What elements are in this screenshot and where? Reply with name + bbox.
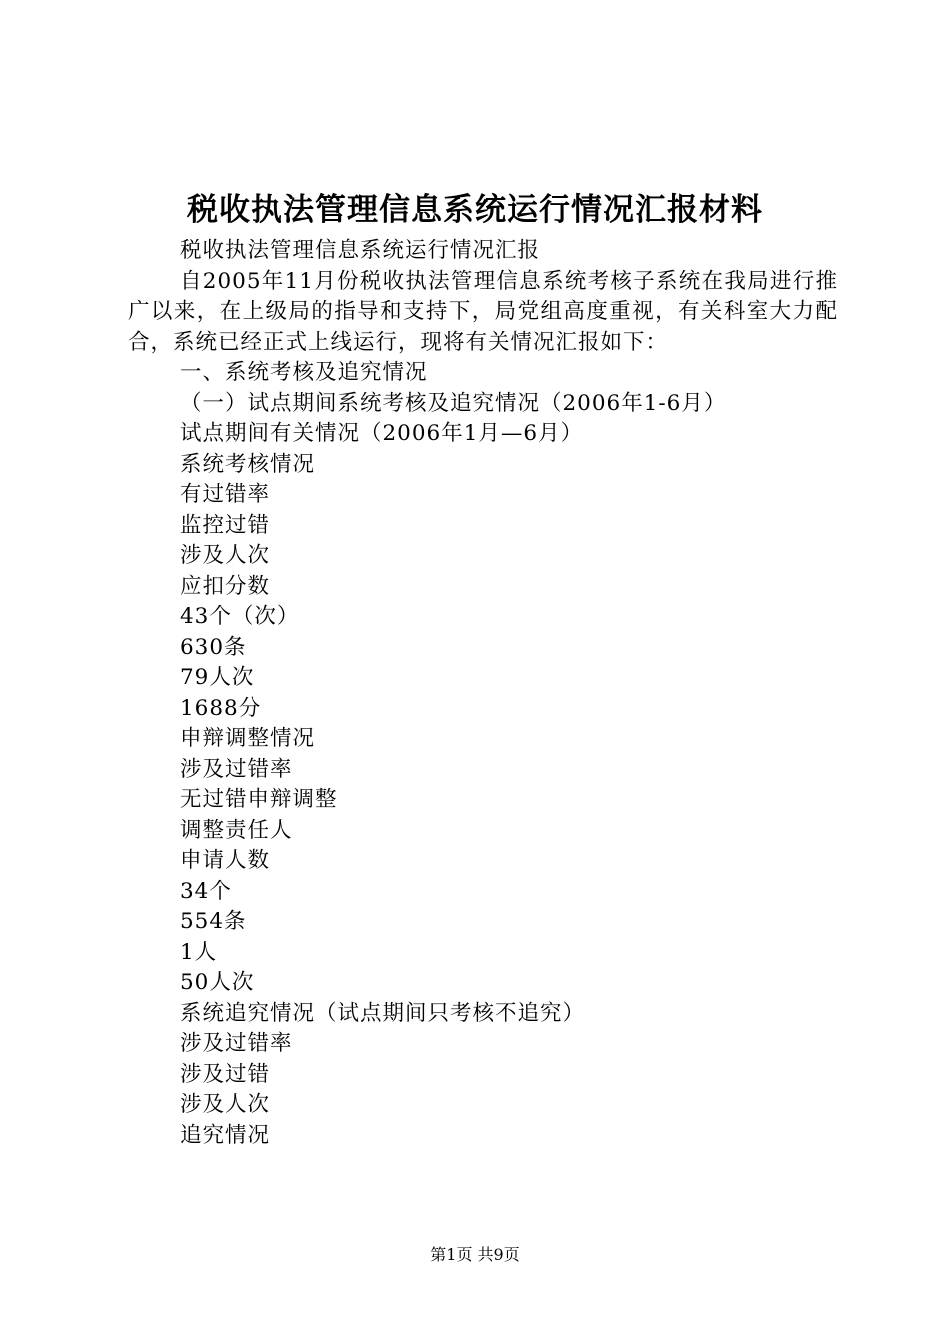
content-line: 系统追究情况（试点期间只考核不追究）	[180, 1000, 586, 1026]
content-line: 应扣分数	[180, 573, 271, 599]
content-line: 43个（次）	[180, 604, 300, 629]
content-line: 34个	[180, 878, 232, 904]
content-line: 申请人数	[180, 848, 271, 873]
content-line: 630条	[180, 634, 247, 660]
document-body	[128, 236, 838, 1151]
content-lines	[128, 358, 838, 1151]
page-footer: 第1页 共9页	[430, 1245, 520, 1264]
content-line: 554条	[180, 909, 247, 934]
content-line: 无过错申辩调整	[180, 787, 338, 812]
content-line: 涉及过错率	[180, 756, 293, 782]
content-line: 监控过错	[180, 512, 271, 538]
content-line: 有过错率	[180, 482, 271, 507]
content-line: 79人次	[180, 665, 255, 690]
document-subtitle: 税收执法管理信息系统运行情况汇报	[180, 238, 541, 263]
content-line: 申辩调整情况	[180, 726, 316, 751]
content-line: 涉及人次	[180, 1092, 271, 1117]
document-title: 税收执法管理信息系统运行情况汇报材料	[187, 192, 763, 228]
content-line: 追究情况	[180, 1122, 271, 1148]
intro-paragraph: 自2005年11月份税收执法管理信息系统考核子系统在我局进行推广以来，在上级局的指导和支持下，局党组高度重视，有关科室大力配合，系统已经正式上线运行，现将有关情况汇报如下：	[128, 268, 838, 355]
content-line: 涉及人次	[180, 543, 271, 568]
content-line: 试点期间有关情况（2006年1月—6月）	[180, 421, 584, 446]
content-line: 一、系统考核及追究情况	[180, 360, 428, 385]
content-line: （一）试点期间系统考核及追究情况（2006年1-6月）	[180, 390, 727, 416]
content-line: 调整责任人	[180, 817, 293, 843]
content-line: 50人次	[180, 970, 255, 995]
content-line: 系统考核情况	[180, 451, 316, 477]
content-line: 1人	[180, 939, 218, 965]
content-line: 1688分	[180, 695, 262, 721]
content-line: 涉及过错率	[180, 1031, 293, 1056]
content-line: 涉及过错	[180, 1061, 271, 1087]
